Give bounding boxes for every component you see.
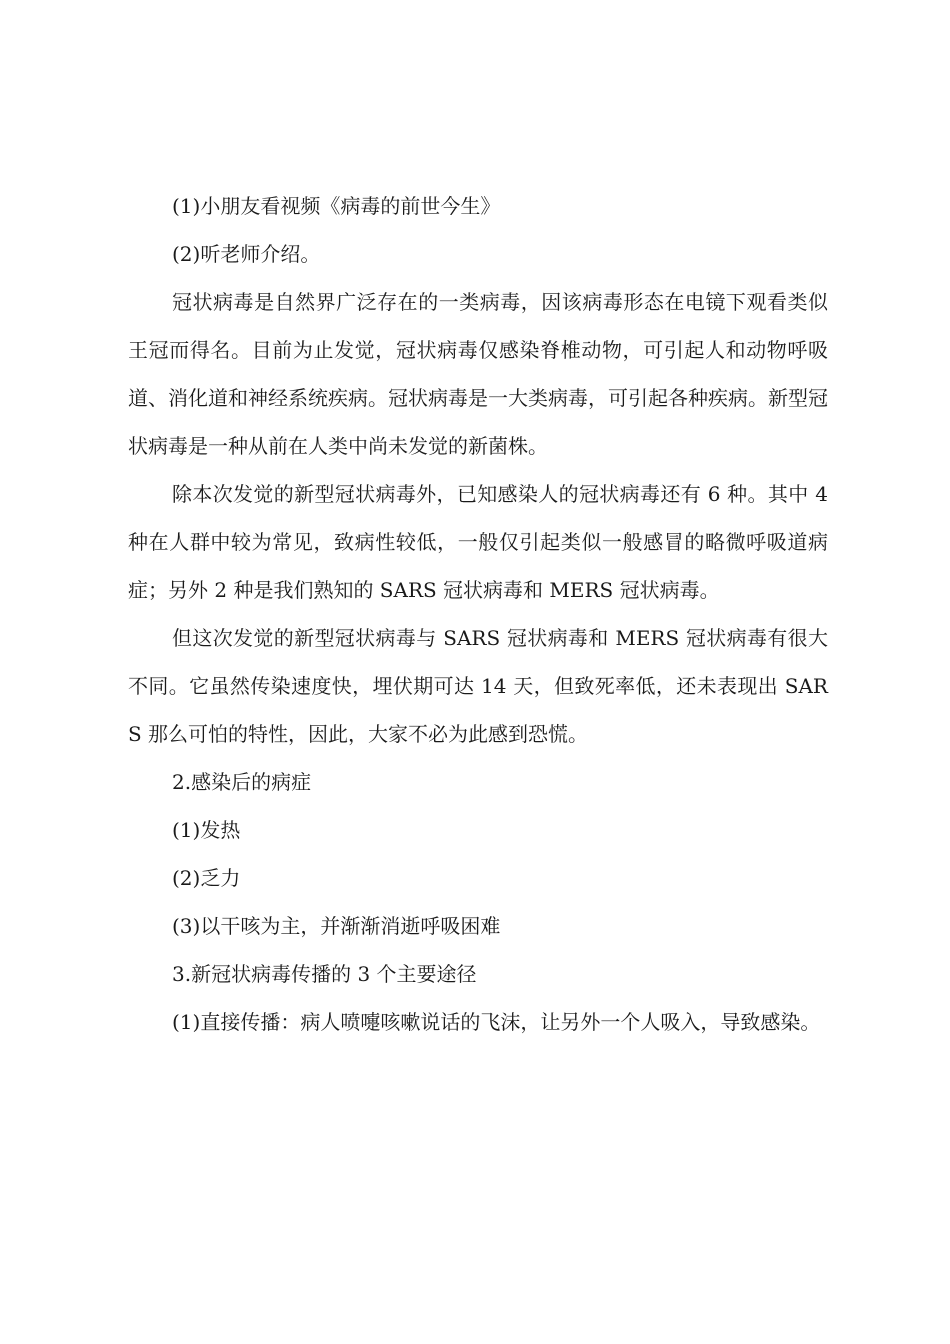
section-heading-symptoms: 2.感染后的病症	[172, 770, 312, 794]
paragraph-known-coronaviruses: 除本次发觉的新型冠状病毒外，已知感染人的冠状病毒还有 6 种。其中 4 种在人群中较为常见，致病性较低，一般仅引起类似一般感冒的略微呼吸道病症；另外 2 种是我们熟知的 SARS 冠状病毒和 MERS 冠状病毒。	[128, 482, 828, 602]
paragraph-direct-transmission: (1)直接传播：病人喷嚏咳嗽说话的飞沫，让另外一个人吸入，导致感染。	[172, 1010, 821, 1034]
list-item-symptom-2: (2)乏力	[172, 866, 241, 890]
section-heading-transmission: 3.新冠状病毒传播的 3 个主要途径	[172, 962, 477, 986]
list-item-symptom-1: (1)发热	[172, 818, 241, 842]
document-page	[128, 182, 828, 1046]
paragraph-differences: 但这次发觉的新型冠状病毒与 SARS 冠状病毒和 MERS 冠状病毒有很大不同。它虽然传染速度快，埋伏期可达 14 天，但致死率低，还未表现出 SARS 那么可怕的特性，因此，大家不必为此感到恐慌。	[128, 626, 828, 746]
list-item-video: (1)小朋友看视频《病毒的前世今生》	[172, 194, 501, 218]
list-item-symptom-3: (3)以干咳为主，并渐渐消逝呼吸困难	[172, 914, 501, 938]
list-item-teacher: (2)听老师介绍。	[172, 242, 321, 266]
paragraph-coronavirus-intro: 冠状病毒是自然界广泛存在的一类病毒，因该病毒形态在电镜下观看类似王冠而得名。目前为止发觉，冠状病毒仅感染脊椎动物，可引起人和动物呼吸道、消化道和神经系统疾病。冠状病毒是一大类病毒，可引起各种疾病。新型冠状病毒是一种从前在人类中尚未发觉的新菌株。	[128, 290, 828, 458]
